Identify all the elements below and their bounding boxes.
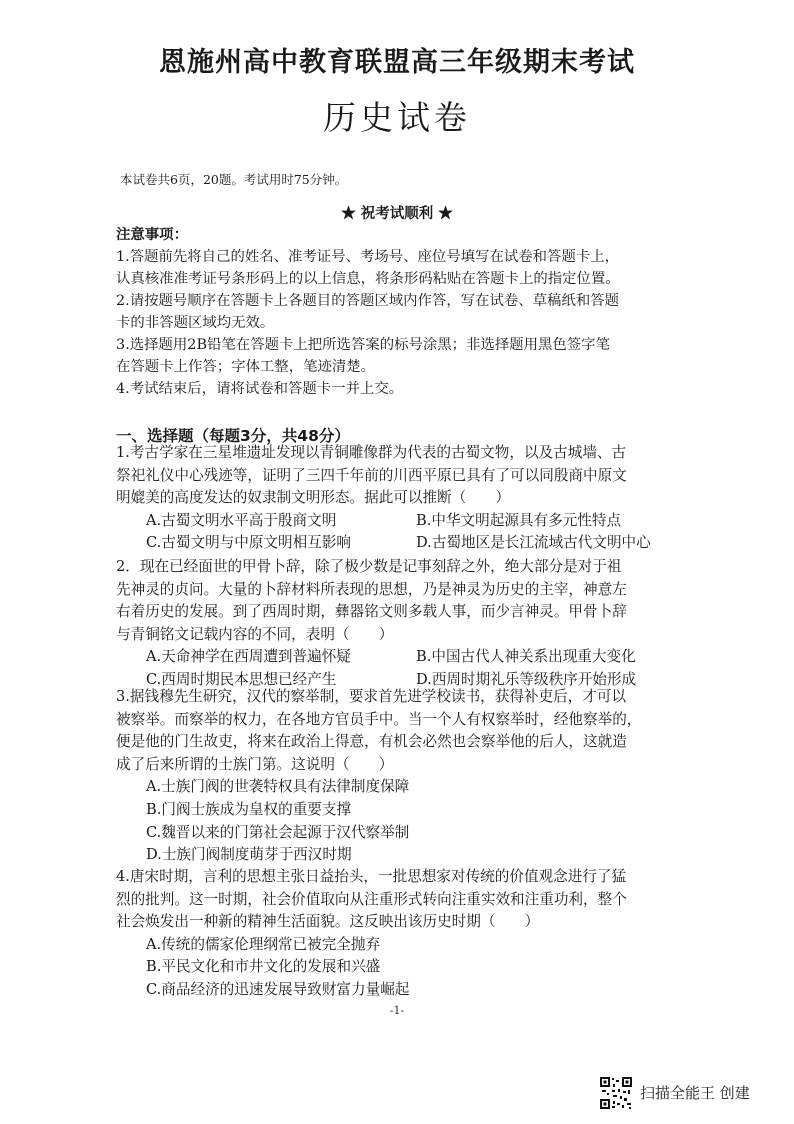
notes-line: 4.考试结束后，请将试卷和答题卡一并上交。	[116, 381, 404, 397]
question-line: 明媲美的高度发达的奴隶制文明形态。据此可以推断（ ）	[116, 489, 511, 507]
option-a: A.传统的儒家伦理纲常已被完全抛弃	[146, 935, 381, 953]
option-a: A.天命神学在西周遭到普遍怀疑	[146, 648, 351, 666]
question-line: 3.据钱穆先生研究，汉代的察举制，要求首先进学校读书，获得补吏后，才可以	[116, 688, 627, 705]
option-d: D.西周时期礼乐等级秩序开始形成	[416, 670, 637, 688]
notes-line: 2.请按题号顺序在答题卡上各题目的答题区域内作答，写在试卷、草稿纸和答题	[116, 293, 620, 309]
notes-line: 3.选择题用2B铅笔在答题卡上把所选答案的标号涂黑；非选择题用黑色签字笔	[116, 337, 610, 353]
option-row	[116, 646, 686, 669]
question-1	[116, 442, 686, 555]
notes-block	[116, 224, 686, 400]
option-b: B.门阀士族成为皇权的重要支撑	[146, 800, 352, 818]
scanner-brand-label: 扫描全能王 创建	[640, 1084, 750, 1102]
notes-heading: 注意事项：	[116, 227, 188, 243]
option-row	[116, 532, 686, 555]
page-number: -1-	[389, 1004, 405, 1017]
option-d: D.古蜀地区是长江流域古代文明中心	[416, 534, 651, 552]
question-line: 祭祀礼仪中心残迹等，证明了三四千年前的川西平原已具有了可以同殷商中原文	[116, 466, 627, 484]
notes-line: 卡的非答题区域均无效。	[116, 315, 275, 331]
exam-subject: 历史试卷	[323, 98, 471, 137]
question-line: 成了后来所谓的士族门第。这说明（ ）	[116, 755, 394, 773]
question-3	[116, 686, 686, 867]
question-line: 4.唐宋时期，言利的思想主张日益抬头，一批思想家对传统的价值观念进行了猛	[116, 868, 627, 885]
exam-info: 本试卷共6页，20题。考试用时75分钟。	[120, 172, 348, 187]
question-line: 2．现在已经面世的甲骨卜辞，除了极少数是记事刻辞之外，绝大部分是对于祖	[116, 558, 622, 575]
question-line: 便是他的门生故吏，将来在政治上得意，有机会必然也会察举他的后人，这就造	[116, 733, 627, 751]
question-line: 先神灵的贞问。大量的卜辞材料所表现的思想，乃是神灵为历史的主宰，神意左	[116, 580, 627, 598]
option-c: C.商品经济的迅速发展导致财富力量崛起	[146, 980, 410, 998]
question-line: 1.考古学家在三星堆遗址发现以青铜雕像群为代表的古蜀文物，以及古城墙、古	[116, 444, 627, 461]
question-line: 烈的批判。这一时期，社会价值取向从注重形式转向注重实效和注重功利，整个	[116, 890, 627, 908]
notes-line: 1.答题前先将自己的姓名、准考证号、考场号、座位号填写在试卷和答题卡上，	[116, 249, 620, 265]
option-c: C.西周时期民本思想已经产生	[146, 670, 337, 688]
notes-line: 在答题卡上作答；字体工整，笔迹清楚。	[116, 359, 376, 375]
question-4	[116, 866, 686, 1002]
option-b: B.中国古代人神关系出现重大变化	[416, 648, 636, 666]
option-b: B.平民文化和市井文化的发展和兴盛	[146, 958, 381, 976]
option-b: B.中华文明起源具有多元性特点	[416, 511, 622, 529]
qr-code-icon	[599, 1076, 633, 1110]
notes-line: 认真核准准考证号条形码上的以上信息，将条形码粘贴在答题卡上的指定位置。	[116, 271, 620, 287]
section-heading: 一、选择题（每题3分，共48分）	[116, 427, 350, 445]
question-line: 右着历史的发展。到了西周时期，彝器铭文则多载人事，而少言神灵。甲骨卜辞	[116, 603, 627, 621]
option-c: C.魏晋以来的门第社会起源于汉代察举制	[146, 823, 410, 841]
option-d: D.士族门阀制度萌芽于西汉时期	[146, 846, 352, 864]
question-line: 被察举。而察举的权力，在各地方官员手中。当一个人有权察举时，经他察举的，	[116, 710, 642, 728]
option-a: A.古蜀文明水平高于殷商文明	[146, 511, 337, 529]
question-2	[116, 556, 686, 692]
option-row	[116, 510, 686, 533]
question-line: 社会焕发出一种新的精神生活面貌。这反映出该历史时期（ ）	[116, 913, 540, 931]
option-a: A.士族门阀的世袭特权具有法律制度保障	[146, 778, 410, 796]
exam-title: 恩施州高中教育联盟高三年级期末考试	[159, 47, 635, 78]
blessing-text: ★ 祝考试顺利 ★	[341, 205, 453, 222]
question-line: 与青铜铭文记载内容的不同，表明（ ）	[116, 625, 394, 643]
option-c: C.古蜀文明与中原文明相互影响	[146, 534, 352, 552]
